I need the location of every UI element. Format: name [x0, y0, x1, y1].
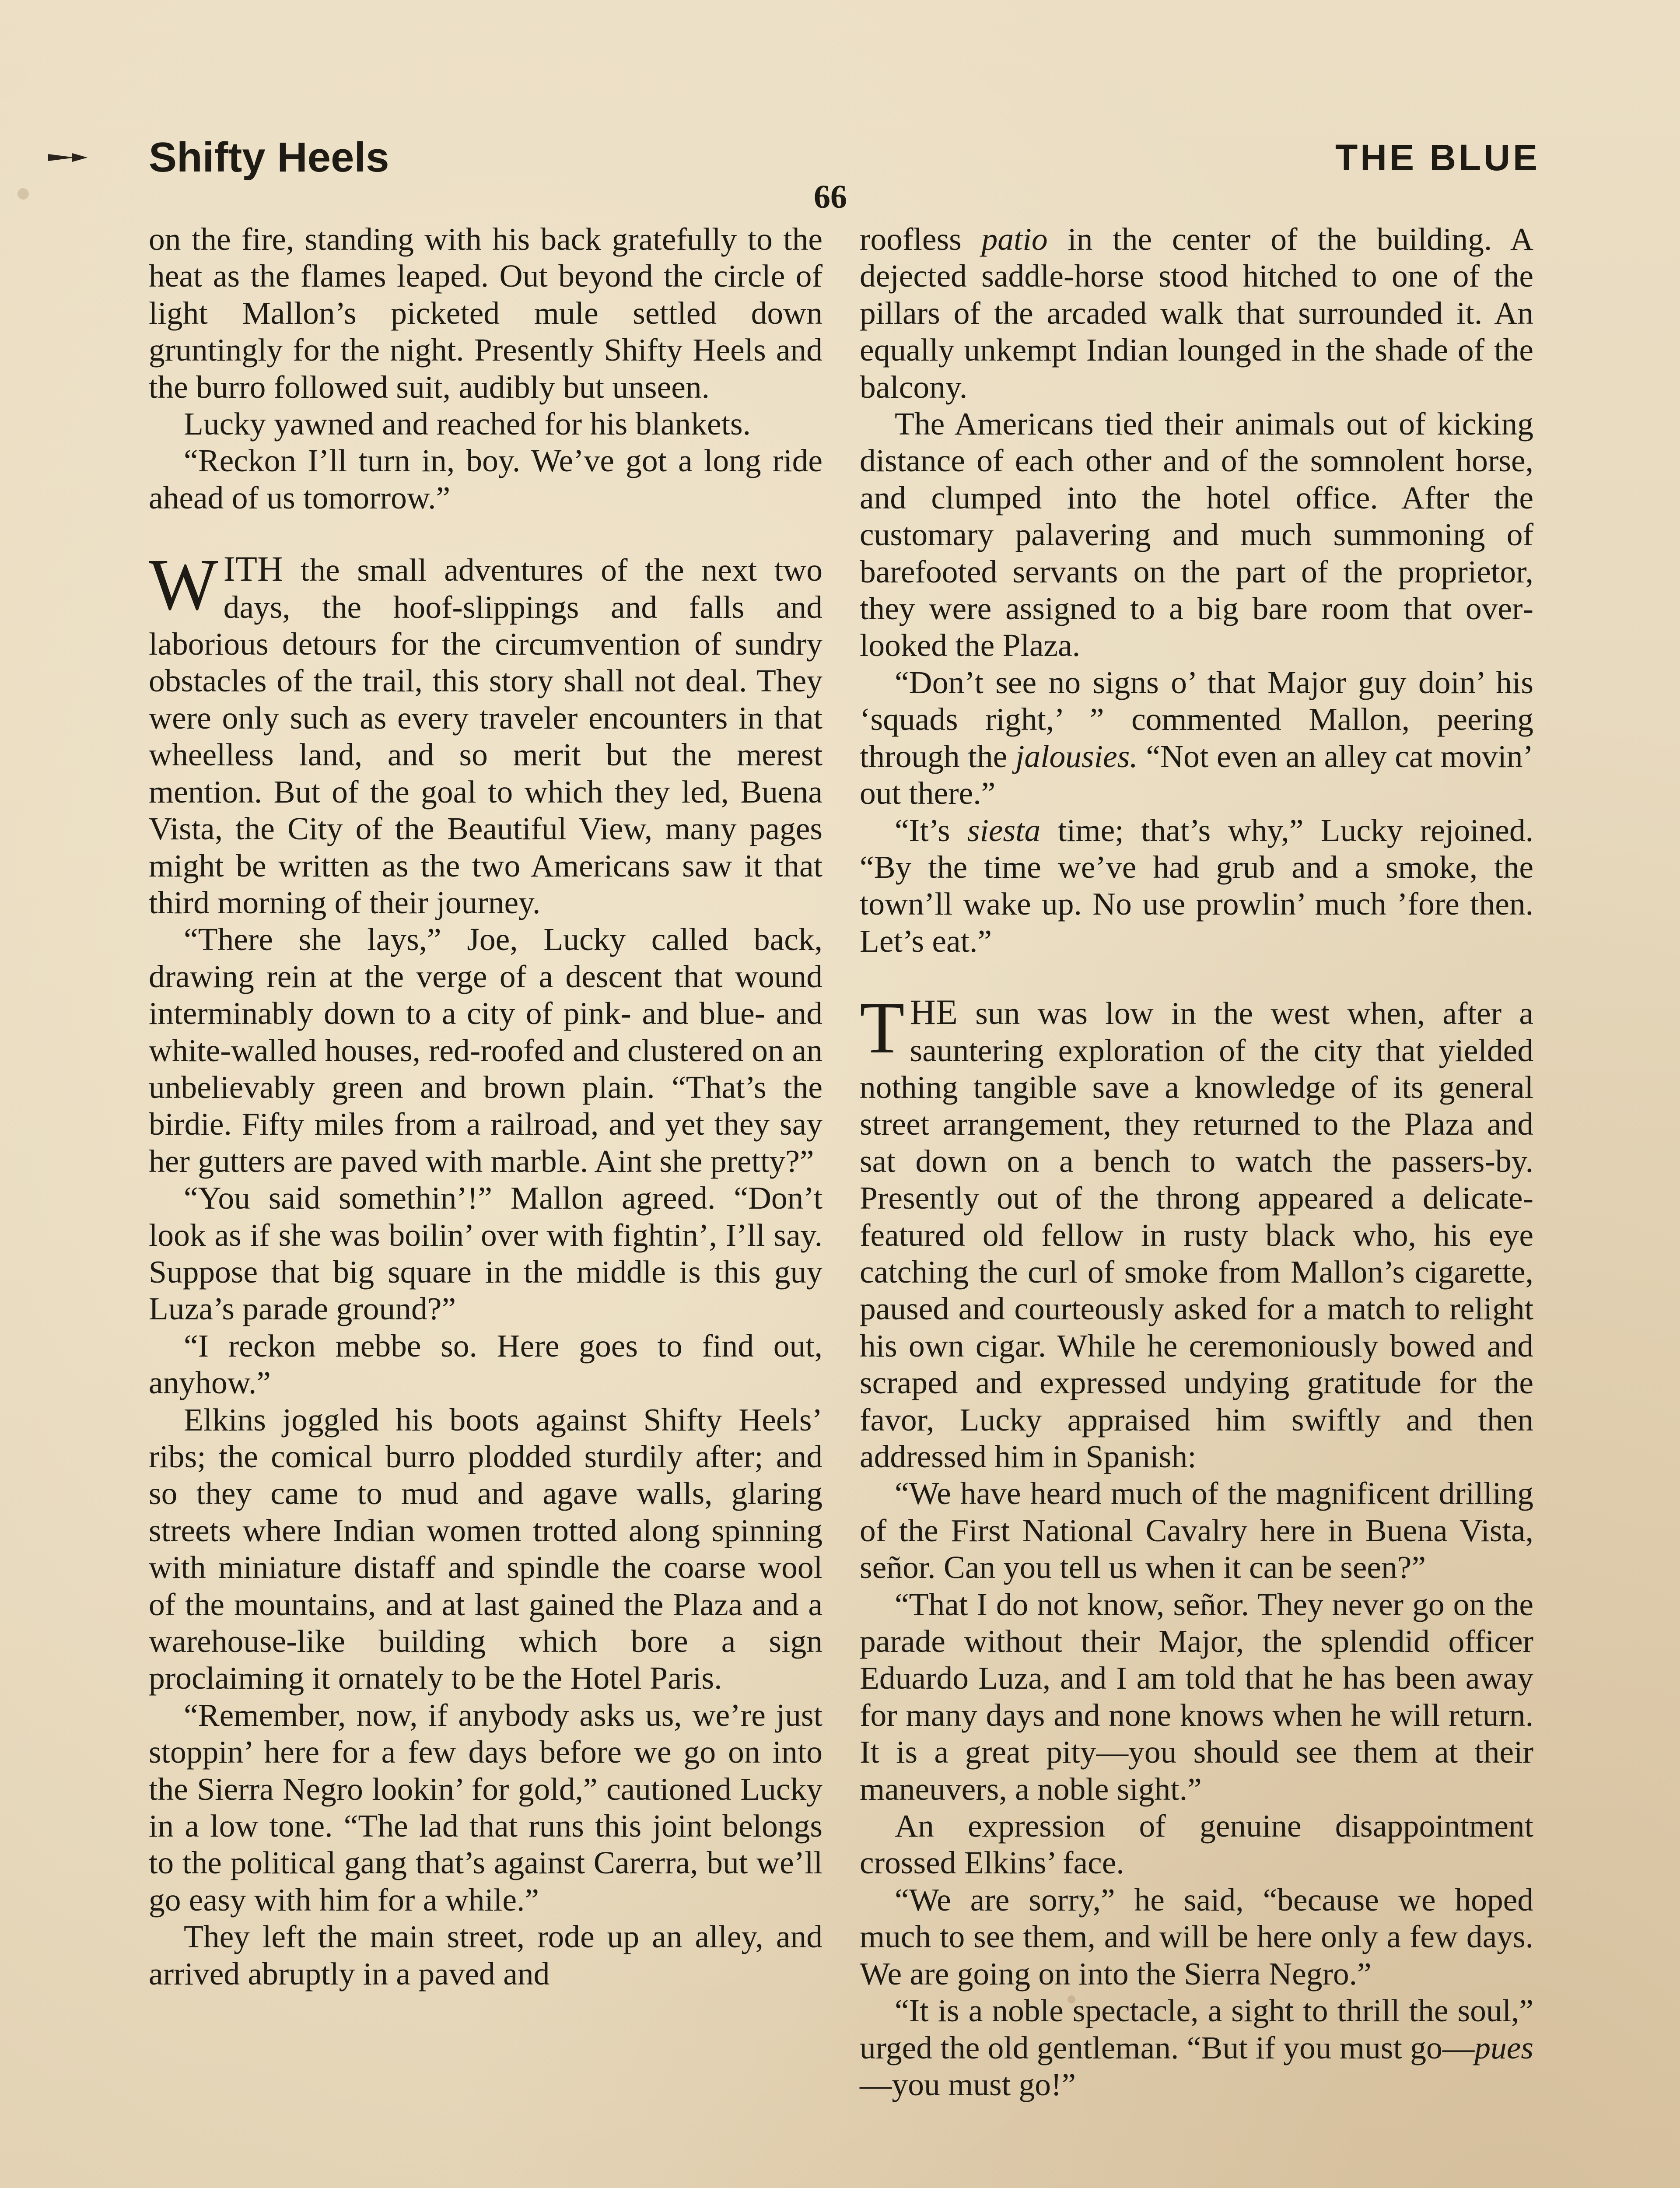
paragraph: “You said somethin’!” Mallon agreed. “Don’t look as if she was boilin’ over with fightin’, I’ll say. Suppose that big square in the middle is this guy Luza’s parade ground?” — [149, 1180, 822, 1327]
left-column — [149, 221, 822, 1992]
paragraph-text: in the center of the building. A dejected saddle-horse stood hitched to one of the pillars of the arcaded walk that surrounded it. An equally unkempt Indian lounged in the shade of the balcony. — [860, 221, 1533, 405]
section-paragraph — [860, 987, 1533, 1475]
paragraph: They left the main street, rode up an alley, and arrived abruptly in a paved and — [149, 1919, 822, 1992]
paragraph: “Remember, now, if anybody asks us, we’re just stoppin’ here for a few days before we go on into the Sierra Negro lookin’ for gold,” cautioned Lucky in a low tone. “The lad that runs this joint belongs to the political gang that’s against Carerra, but we’ll go easy with him for a while.” — [149, 1697, 822, 1918]
paragraph: Elkins joggled his boots against Shifty Heels’ ribs; the comical burro plodded sturdily after; and so they came to mud and agave walls, glaring streets where Indian women trotted along spinning with miniature distaff and spindle the coarse wool of the mountains, and at last gained the Plaza and a warehouse-like building which bore a sign proclaiming it ornately to be the Hotel Paris. — [149, 1402, 822, 1696]
paragraph-text: “Don’t see no signs o’ that Major guy doin’ his ‘squads right,’ ” commented Mallon, peering through the — [860, 664, 1533, 774]
paragraph — [860, 221, 1533, 406]
paragraph-text: “It is a noble spectacle, a sight to thrill the soul,” urged the old gentleman. “But if you must go— — [860, 1993, 1533, 2065]
paper-stain — [18, 188, 29, 200]
paragraph: on the fire, standing with his back gratefully to the heat as the flames leaped. Out beyond the circle of light Mallon’s picketed mule settled down gruntingly for the night. Presently Shifty Heels and the burro followed suit, audibly but unseen. — [149, 221, 822, 405]
italic-word: patio — [981, 221, 1048, 257]
small-caps-lead: ITH — [223, 549, 284, 589]
paragraph-text: “Not even an alley cat movin’ out there.” — [860, 738, 1533, 811]
drop-cap: T — [860, 987, 905, 1069]
paragraph — [860, 664, 1533, 812]
arrow-icon — [48, 149, 88, 166]
italic-word: siesta — [967, 812, 1041, 848]
small-caps-lead: HE — [910, 992, 958, 1032]
paragraph-text: “It’s — [895, 812, 967, 848]
page-number: 66 — [814, 179, 847, 215]
section-paragraph — [149, 544, 822, 921]
paragraph — [860, 1992, 1533, 2103]
paragraph — [860, 812, 1533, 960]
paragraph: Lucky yawned and reached for his blankets. — [184, 406, 751, 442]
magazine-name: THE BLUE — [1335, 137, 1540, 178]
paragraph: The Americans tied their animals out of kicking distance of each other and of the somnolent horse, and clumped into the hotel office. After the customary palavering and much summoning of barefooted servants on the part of the proprietor, they were assigned to a big bare room that overlooked the Plaza. — [860, 406, 1533, 663]
paragraph: “We are sorry,” he said, “because we hoped much to see them, and will be here only a few days. We are going on into the Sierra Negro.” — [860, 1882, 1533, 1992]
running-title: Shifty Heels — [149, 134, 389, 181]
paragraph: “We have heard much of the magnificent drilling of the First National Cavalry here in Buena Vista, señor. Can you tell us when it can be seen?” — [860, 1476, 1533, 1585]
paragraph-text: roofless — [860, 221, 982, 257]
paragraph-text: the small adventures of the next two days, the hoof-slippings and falls and laborious detours for the circumvention of sundry obstacles of the trail, this story shall not deal. They were only such as every traveler encounters in that wheelless land, and so merit but the merest mention. But of the goal to which they led, Buena Vista, the City of the Beautiful View, many pages might be written as the two Americans saw it that third morning of their journey. — [149, 552, 822, 920]
paragraph: An expression of genuine disappointment crossed Elkins’ face. — [860, 1808, 1533, 1881]
drop-cap: W — [149, 544, 218, 626]
paragraph: “There she lays,” Joe, Lucky called back, drawing rein at the verge of a descent that wound interminably down to a city of pink- and blue- and white-walled houses, red-roofed and clustered on an unbelievably green and brown plain. “That’s the birdie. Fifty miles from a railroad, and yet they say her gutters are paved with marble. Aint she pretty?” — [149, 922, 822, 1179]
paragraph-text: —you must go!” — [860, 2066, 1076, 2102]
right-column — [860, 221, 1533, 2103]
paragraph-text: time; that’s why,” Lucky rejoined. “By the time we’ve had grub and a smoke, the town’ll wake up. No use prowlin’ much ’fore then. Let’s eat.” — [860, 812, 1533, 959]
italic-word: pues — [1474, 2030, 1533, 2065]
paragraph: “Reckon I’ll turn in, boy. We’ve got a long ride ahead of us tomorrow.” — [149, 443, 822, 515]
italic-word: jalousies. — [1015, 738, 1138, 774]
paragraph: “That I do not know, señor. They never go on the parade without their Major, the splendid officer Eduardo Luza, and I am told that he has been away for many days and none knows when he will return. It is a great pity—you should see them at their maneuvers, a noble sight.” — [860, 1586, 1533, 1807]
paragraph-text: sun was low in the west when, after a sauntering exploration of the city that yielded nothing tangible save a knowledge of its general street arrangement, they returned to the Plaza and sat down on a bench to watch the passers-by. Presently out of the throng appeared a delicate-featured old fellow in rusty black who, his eye catching the curl of smoke from Mallon’s cigarette, paused and courteously asked for a match to relight his own cigar. While he ceremoniously bowed and scraped and expressed undying gratitude for the favor, Lucky appraised him swiftly and then addressed him in Spanish: — [860, 996, 1533, 1474]
paragraph: “I reckon mebbe so. Here goes to find out, anyhow.” — [149, 1328, 822, 1401]
